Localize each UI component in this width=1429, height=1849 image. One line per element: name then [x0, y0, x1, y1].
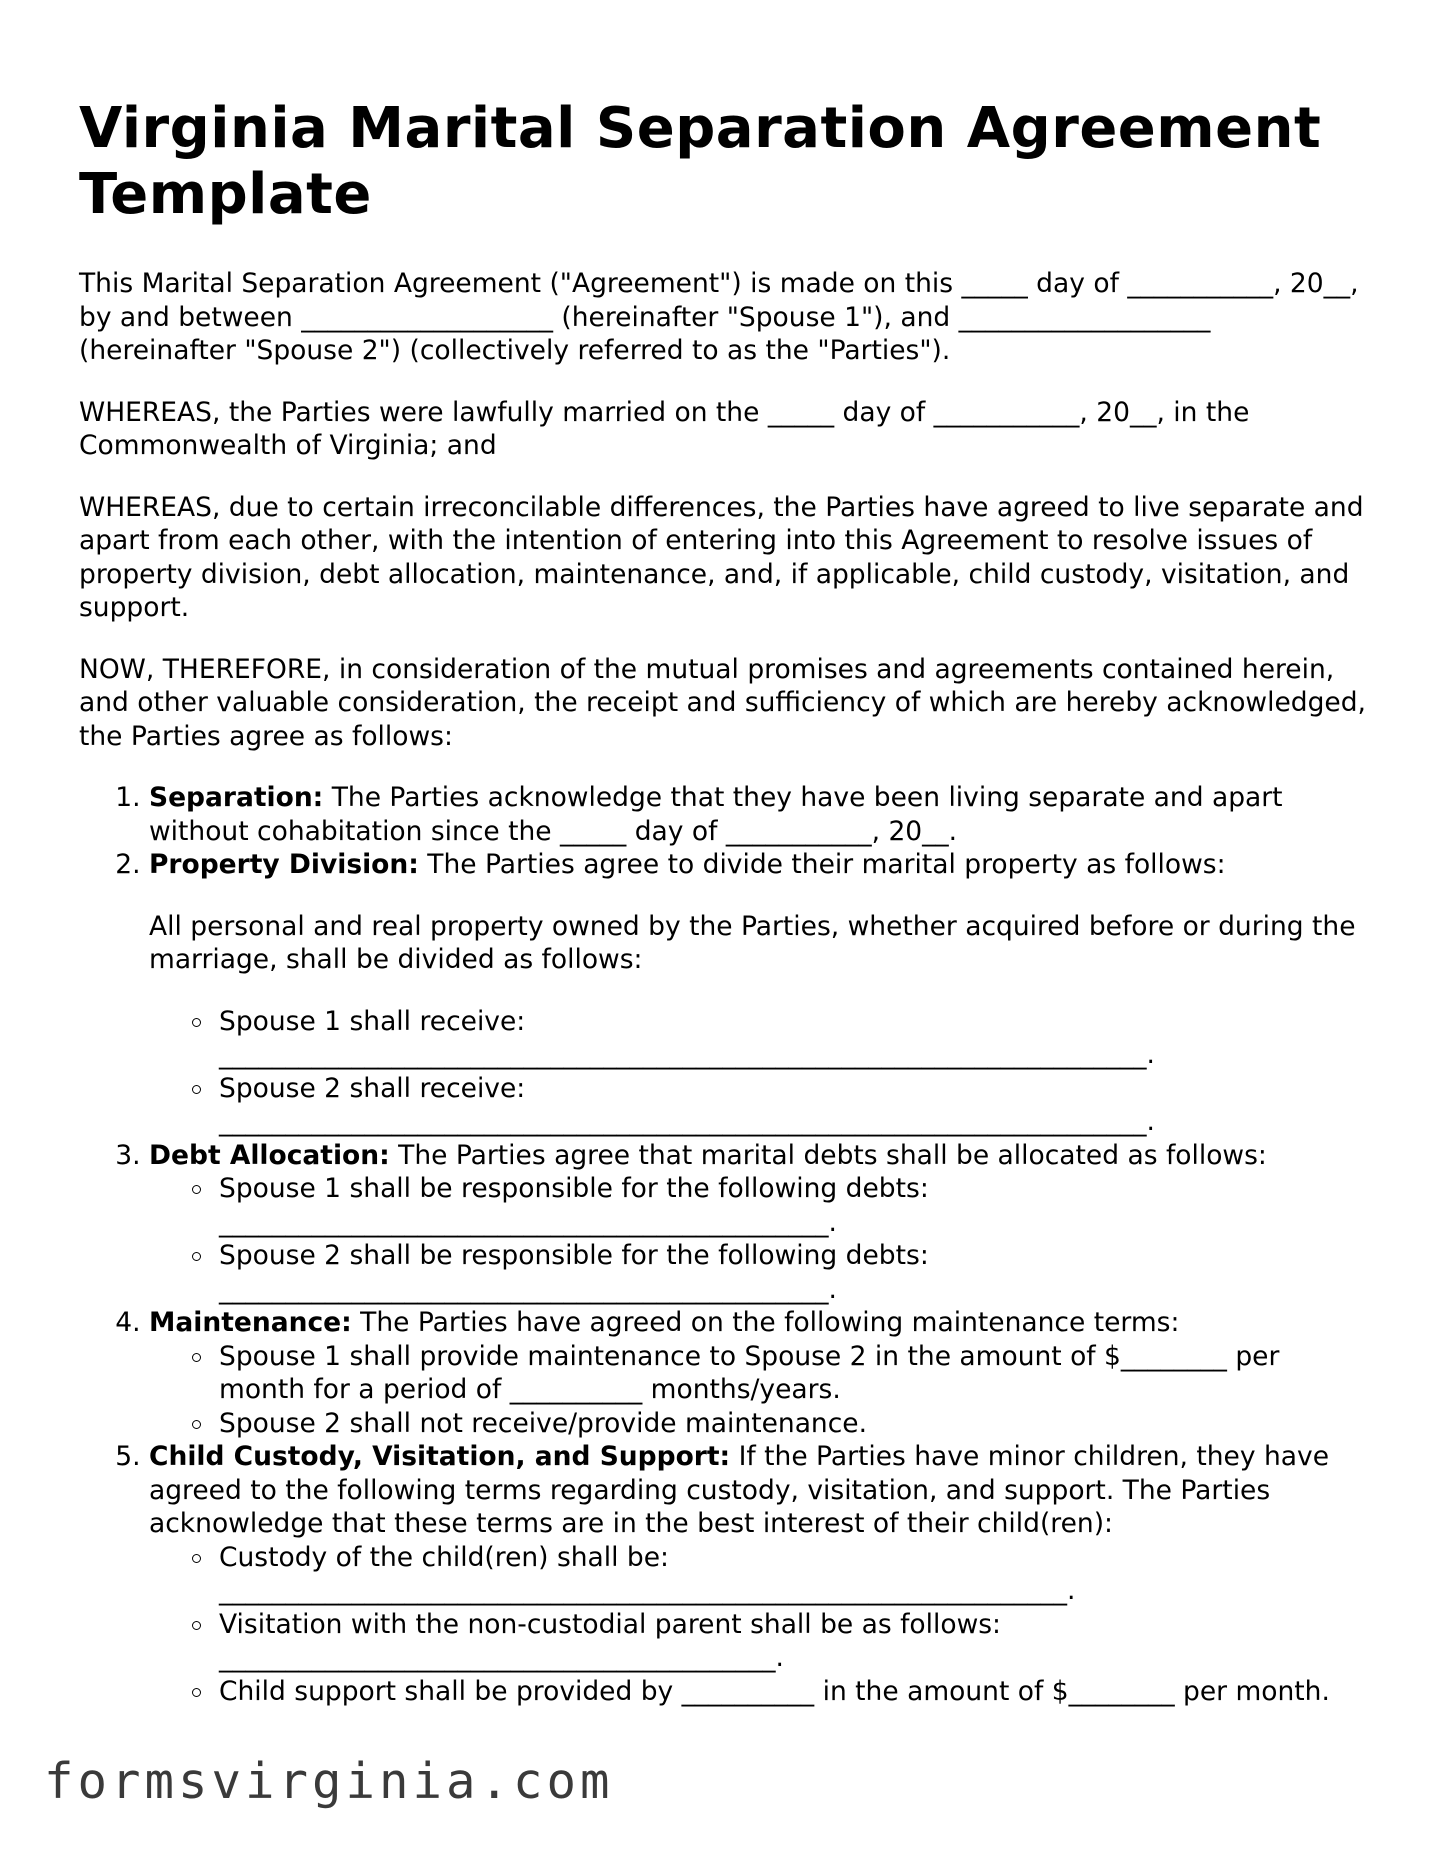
clause-text: The Parties acknowledge that they have been living separate and apart without cohabitation since the _____ day of ___________, 20__.: [149, 782, 1283, 847]
clause-heading: Debt Allocation:: [149, 1139, 390, 1171]
list-item: Spouse 2 shall be responsible for the following debts: ______________________________________________.: [219, 1239, 1369, 1306]
watermark: formsvirginia.com: [44, 1753, 614, 1810]
list-item: Visitation with the non-custodial parent shall be as follows: __________________________________________.: [219, 1608, 1369, 1675]
clause-maintenance: [149, 1306, 1369, 1440]
list-item: Spouse 1 shall receive: ______________________________________________________________________.: [219, 1005, 1369, 1072]
clause-heading: Maintenance:: [149, 1307, 352, 1338]
list-item: Spouse 1 shall be responsible for the following debts: ______________________________________________.: [219, 1172, 1369, 1239]
clause-heading: Property Division:: [149, 849, 419, 880]
document-page: [79, 96, 1369, 1708]
clause-property-division: [149, 848, 1369, 1139]
list-item: Spouse 2 shall receive: ______________________________________________________________________.: [219, 1072, 1369, 1139]
clause-text: The Parties have agreed on the following maintenance terms:: [351, 1307, 1180, 1338]
sub-item-list: [149, 1541, 1369, 1709]
now-therefore-paragraph: NOW, THEREFORE, in consideration of the mutual promises and agreements contained herein, and other valuable consideration, the receipt and sufficiency of which are hereby acknowledged, the Parties agree as follows:: [79, 653, 1366, 752]
clause-text: The Parties agree to divide their marital property as follows:: [418, 849, 1226, 880]
whereas-paragraph-1: WHEREAS, the Parties were lawfully married on the _____ day of ___________, 20__, in the Commonwealth of Virginia; and: [79, 396, 1250, 461]
page-title: Virginia Marital Separation Agreement Template: [79, 96, 1322, 227]
list-item: Custody of the child(ren) shall be: ________________________________________________________________.: [219, 1541, 1369, 1608]
list-item: Spouse 1 shall provide maintenance to Spouse 2 in the amount of $________ per month for a period of __________ months/years.: [219, 1340, 1369, 1407]
clause-list: [79, 781, 1369, 1708]
clause-text: The Parties agree that marital debts shall be allocated as follows:: [389, 1139, 1267, 1171]
intro-paragraph: This Marital Separation Agreement ("Agreement") is made on this _____ day of ___________, 20__, by and between ___________________ (hereinafter "Spouse 1"), and ___________________ (hereinafter "Spouse 2") (collectively referred to as the "Parties").: [79, 268, 1359, 366]
whereas-paragraph-2: WHEREAS, due to certain irreconcilable differences, the Parties have agreed to live separate and apart from each other, with the intention of entering into this Agreement to resolve issues of property division, debt allocation, maintenance, and, if applicable, child custody, visitation, and support.: [79, 491, 1364, 623]
clause-separation: [149, 781, 1369, 848]
list-item: Spouse 2 shall not receive/provide maintenance.: [219, 1407, 1369, 1441]
sub-item-list: [149, 1340, 1369, 1441]
clause-debt-allocation: [149, 1139, 1369, 1307]
sub-item-list: [149, 1172, 1369, 1306]
list-item: Child support shall be provided by __________ in the amount of $________ per month.: [219, 1675, 1369, 1709]
clause-text: If the Parties have minor children, they have agreed to the following terms regarding custody, visitation, and support. The Parties acknowledge that these terms are in the best interest of their child(ren):: [149, 1441, 1329, 1539]
clause-paragraph: All personal and real property owned by the Parties, whether acquired before or during the marriage, shall be divided as follows:: [149, 910, 1356, 975]
clause-child-custody: [149, 1440, 1369, 1708]
clause-heading: Child Custody, Visitation, and Support:: [149, 1441, 731, 1472]
clause-heading: Separation:: [149, 782, 324, 813]
sub-item-list: [149, 1005, 1369, 1139]
